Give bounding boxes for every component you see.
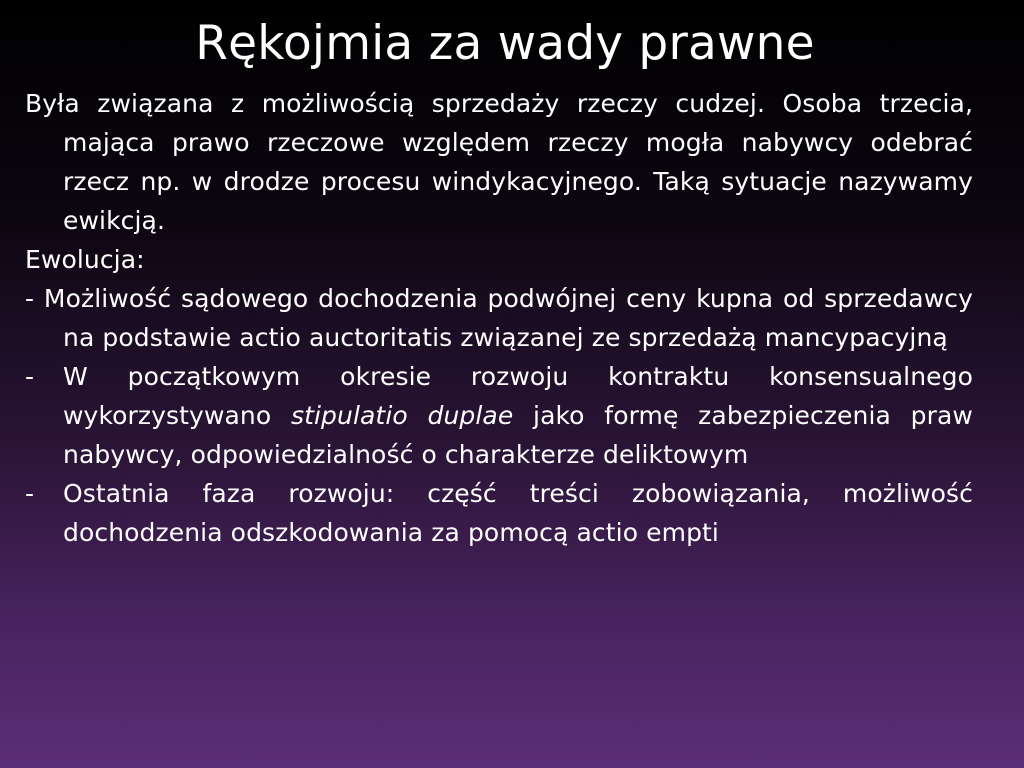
list-item-text: Możliwość sądowego dochodzenia podwójnej ceny kupna od sprzedawcy na podstawie actio auctoritatis związanej ze sprzedażą mancypacyjną: [43, 284, 973, 352]
list-item: [25, 279, 973, 357]
list-item-marker: -: [25, 362, 35, 391]
list-item-marker: -: [25, 284, 44, 313]
evolution-heading: Ewolucja:: [25, 245, 145, 274]
list-item-marker: -: [25, 479, 35, 508]
list-item: [25, 474, 973, 552]
list-item-text: W początkowym okresie rozwoju kontraktu konsensualnego wykorzystywano: [63, 362, 973, 430]
list-item-text: jako formę zabezpieczenia praw nabywcy, odpowiedzialność o charakterze deliktowym: [63, 401, 973, 469]
list-item-text: Ostatnia faza rozwoju: część treści zobowiązania, możliwość dochodzenia odszkodowania za pomocą actio empti: [63, 479, 973, 547]
intro-paragraph: Była związana z możliwością sprzedaży rzeczy cudzej. Osoba trzecia, mająca prawo rzeczowe względem rzeczy mogła nabywcy odebrać rzecz np. w drodze procesu windykacyjnego. Taką sytuacje nazywamy ewikcją.: [25, 89, 973, 235]
list-item: [25, 357, 973, 474]
slide-title: Rękojmia za wady prawne: [195, 16, 815, 71]
list-item-emphasis: stipulatio duplae: [290, 401, 514, 430]
slide-body: [25, 84, 973, 552]
